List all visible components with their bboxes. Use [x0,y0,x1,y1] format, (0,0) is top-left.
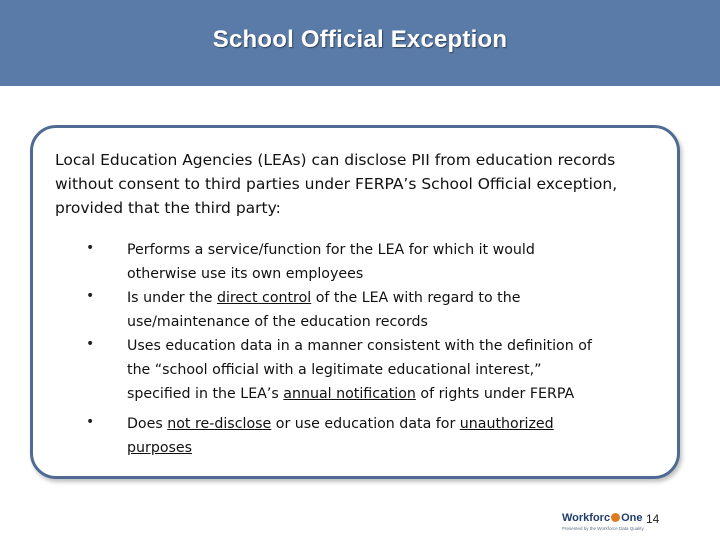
bullet-marker: • [86,336,95,352]
list-item [127,334,672,406]
item-text: Does [127,416,168,432]
item-text: of the LEA with regard to the [311,290,521,306]
slide-title: School Official Exception [212,26,508,53]
bullet-marker: • [86,414,95,430]
logo-tagline: Presented by the Workforce Data Quality [562,526,644,531]
underlined-term: direct control [216,290,312,306]
logo-wordmark [562,512,643,524]
underlined-term: not re-disclose [167,416,272,432]
underlined-term: annual notification [283,386,416,402]
item-text: Is under the [127,290,217,306]
intro-text: Local Education Agencies (LEAs) can disclose PII from education records without consent to third parties under FERPA’s School Official exception, provided that the third party: [55,151,618,217]
item-text: of rights under FERPA [415,386,575,402]
item-line [127,412,672,436]
page-number: 14 [646,512,660,526]
list-item [127,238,672,286]
item-line: Performs a service/function for the LEA for which it would [127,242,535,258]
logo-circle-icon [611,513,620,522]
title-bar [0,0,720,86]
item-text: or use education data for [271,416,460,432]
item-line [127,382,672,406]
bullet-marker: • [86,240,95,256]
logo-text-right: One [621,512,643,524]
underlined-term: purposes [127,440,193,456]
item-line: use/maintenance of the education records [127,314,428,330]
list-item [127,412,672,460]
item-line: the “school official with a legitimate educational interest,” [127,362,542,378]
item-line [127,286,672,310]
item-line: Uses education data in a manner consistent with the definition of [127,338,592,354]
workforce-one-logo [562,512,642,536]
item-line: otherwise use its own employees [127,266,364,282]
logo-text-left: Workforc [562,512,611,524]
list-item [127,286,672,334]
bullet-marker: • [86,288,95,304]
item-text: specified in the LEA’s [127,386,284,402]
item-line [127,436,672,460]
underlined-term: unauthorized [459,416,554,432]
